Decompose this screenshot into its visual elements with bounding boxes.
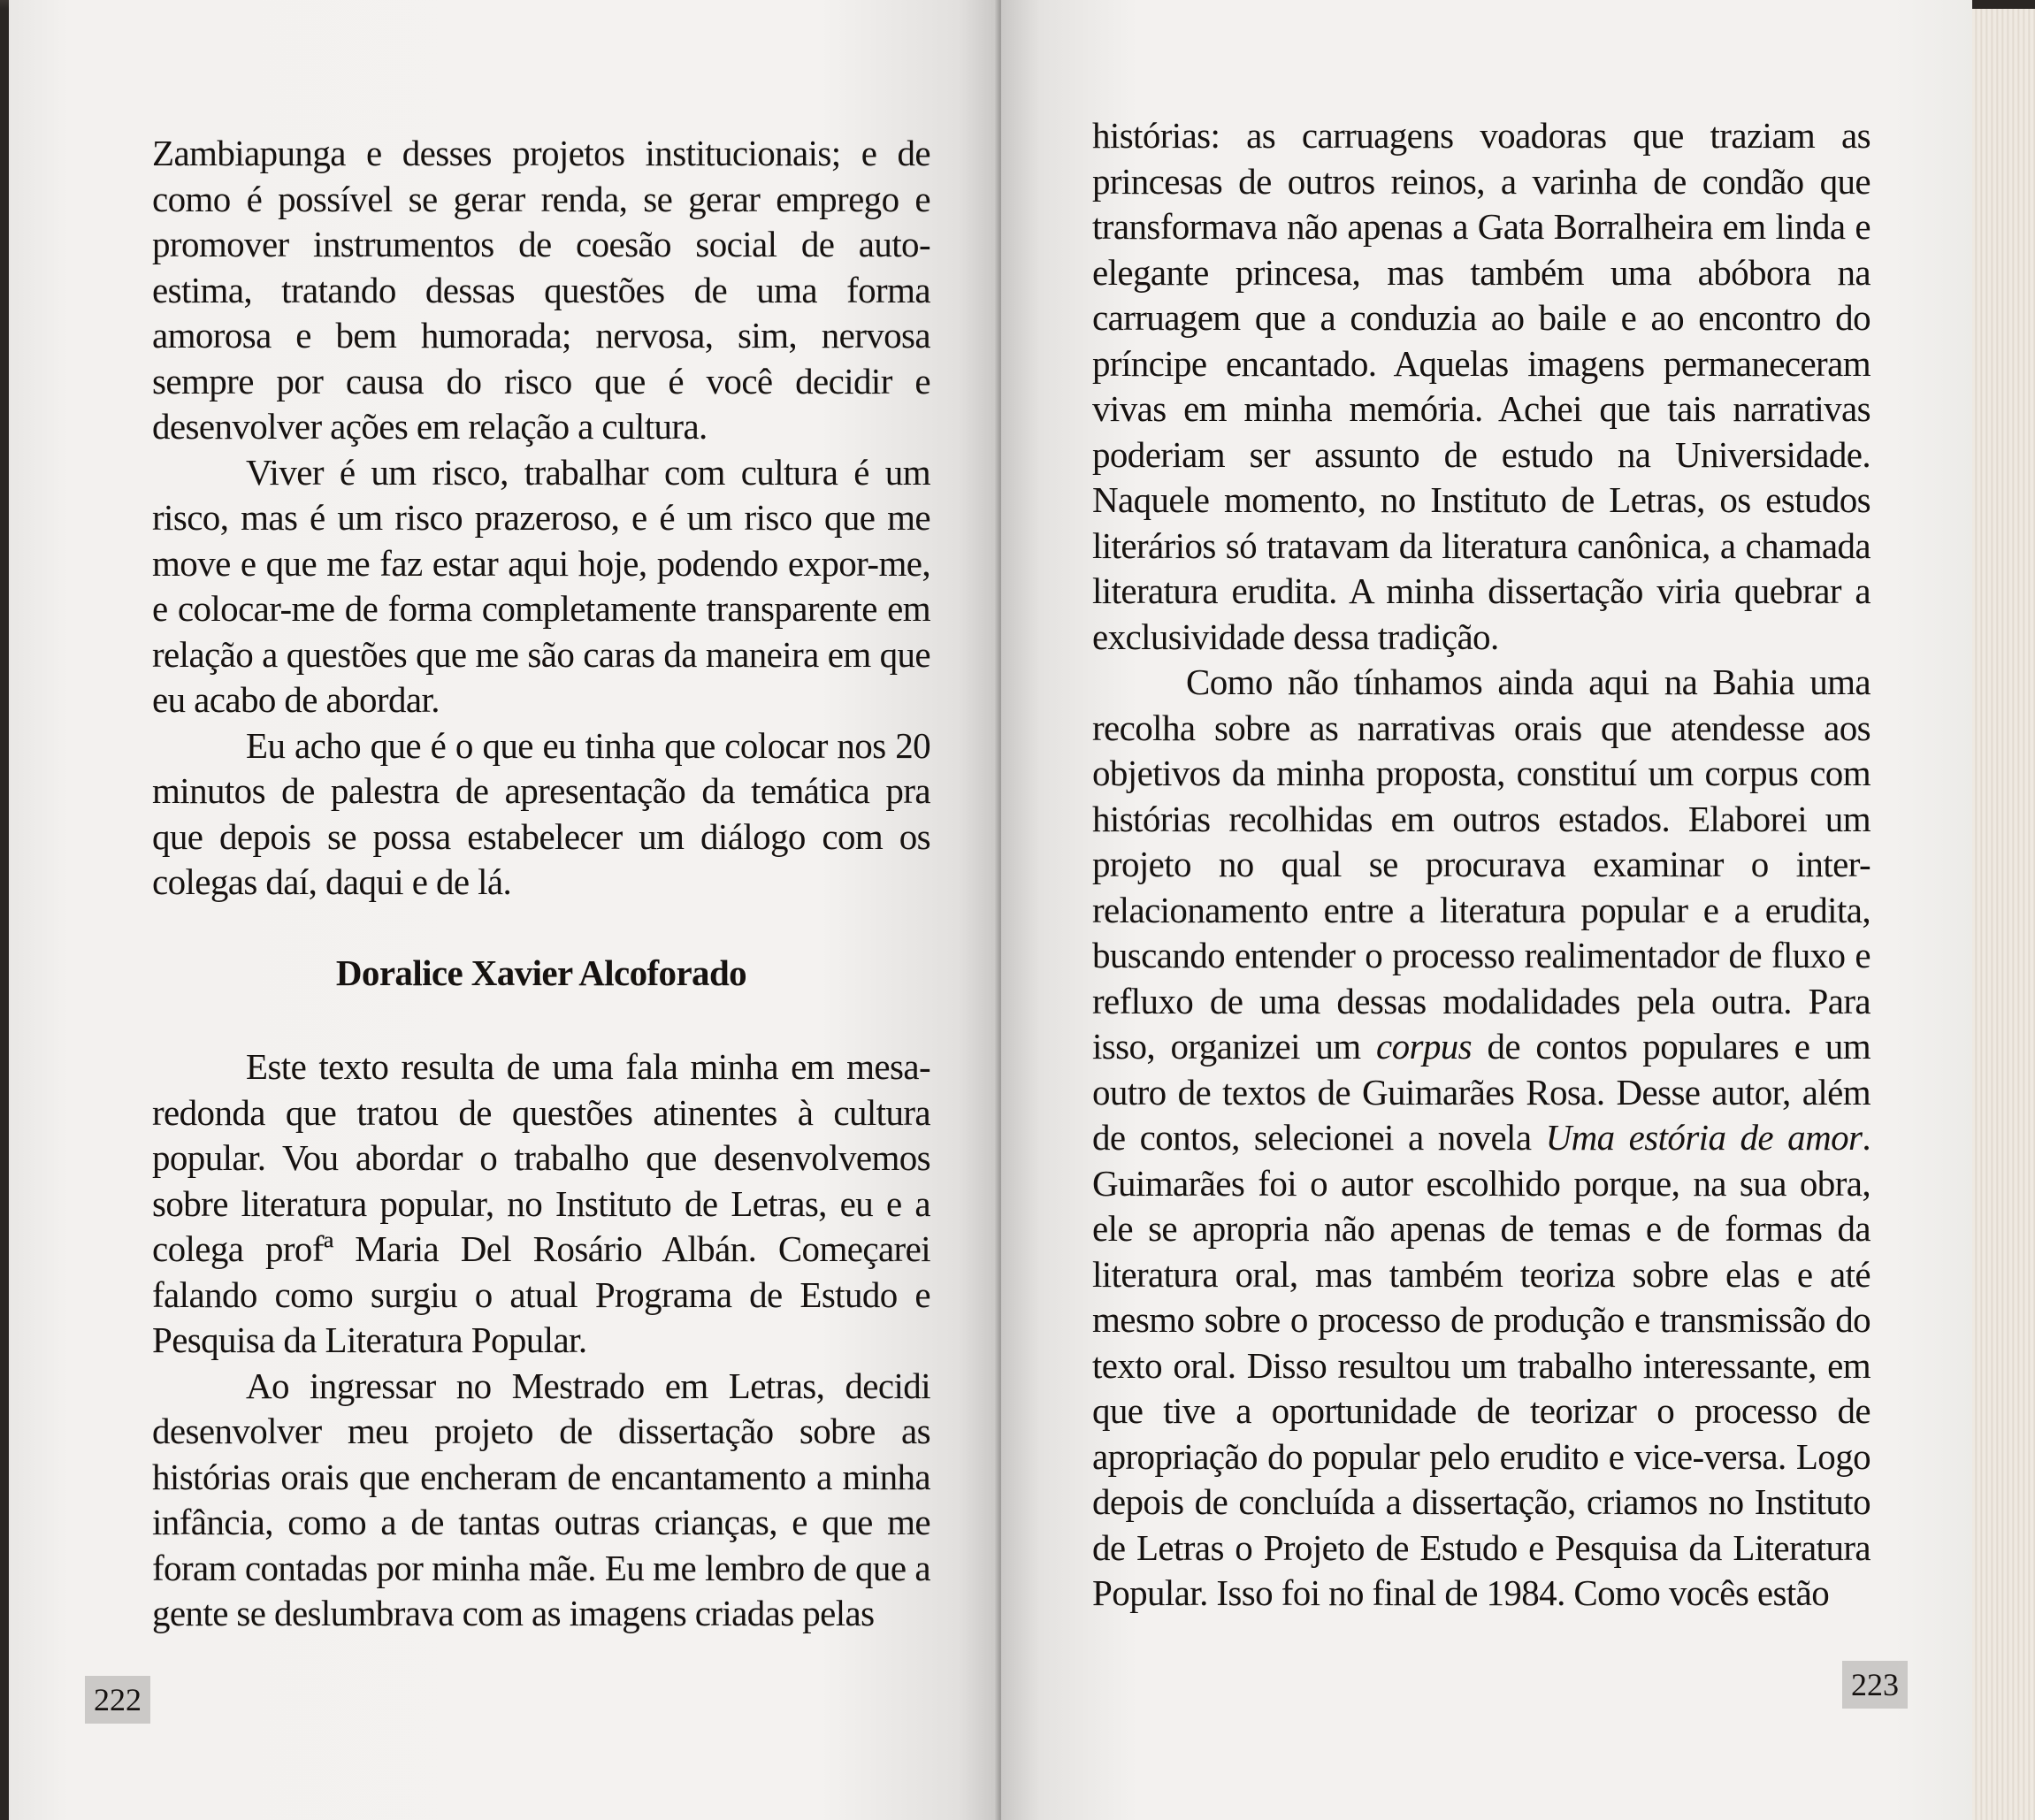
left-page xyxy=(9,0,998,1820)
page-number: 223 xyxy=(1842,1661,1908,1709)
paragraph: Ao ingressar no Mestrado em Letras, decidi desenvolver meu projeto de dissertação sobre as histórias orais que encheram de encantamento a minha infância, como a de tantas outras crianças, e que me foram contadas por minha mãe. Eu me lembro de que a gente se deslumbrava com as imagens criadas pelas xyxy=(152,1365,930,1633)
text-run: de contos populares e um outro de textos de Guimarães Rosa. Desse autor, além de contos, selecionei a novela xyxy=(1092,1026,1871,1158)
section-heading: Doralice Xavier Alcoforado xyxy=(335,952,747,993)
italic-term: corpus xyxy=(1375,1026,1472,1067)
paragraph: histórias: as carruagens voadoras que traziam as princesas de outros reinos, a varinha de condão que transformava não apenas a Gata Borralheira em linda e elegante princesa, mas também uma abóbora na carruagem que a conduzia ao baile e ao encontro do príncipe encantado. Aquelas imagens permaneceram vivas em minha memória. Achei que tais narrativas poderiam ser assunto de estudo na Universidade. Naquele momento, no Instituto de Letras, os estudos literários só tratavam da literatura canônica, a chamada literatura erudita. A minha dissertação viria quebrar a exclusividade dessa tradição. xyxy=(1092,115,1871,657)
italic-book-title: Uma estória de amor xyxy=(1545,1117,1863,1158)
right-page xyxy=(1001,0,1972,1820)
paragraph: Eu acho que é o que eu tinha que colocar nos 20 minutos de palestra de apresentação da temática pra que depois se possa estabelecer um diálogo com os colegas daí, daqui e de lá. xyxy=(152,724,930,902)
paragraph: Zambiapunga e desses projetos institucionais; e de como é possível se gerar renda, se gerar emprego e promover instrumentos de coesão social de auto-estima, tratando dessas questões de uma forma amorosa e bem humorada; nervosa, sim, nervosa sempre por causa do risco que é você decidir e desenvolver ações em relação a cultura. xyxy=(152,133,930,447)
paragraph: Viver é um risco, trabalhar com cultura é um risco, mas é um risco prazeroso, e é um risco que me move e que me faz estar aqui hoje, podendo expor-me, e colocar-me de forma completamente transparente em relação a questões que me são caras da maneira em que eu acabo de abordar. xyxy=(152,451,930,720)
right-page-text xyxy=(1092,113,1871,1617)
paragraph xyxy=(1092,660,1871,1617)
left-page-text xyxy=(152,131,930,1637)
text-run: . Guimarães foi o autor escolhido porque, na sua obra, ele se apropria não apenas de temas e de formas da literatura oral, mas também teoriza sobre elas e até mesmo sobre o processo de produção e transmissão do texto oral. Disso resultou um trabalho interessante, em que tive a oportunidade de teorizar o processo de apropriação do popular pelo erudito e vice-versa. Logo depois de concluída a dissertação, criamos no Instituto de Letras o Projeto de Estudo e Pesquisa da Literatura Popular. Isso foi no final de 1984. Como vocês estão xyxy=(1092,1117,1871,1613)
text-run: Como não tínhamos ainda aqui na Bahia uma recolha sobre as narrativas orais que atendesse aos objetivos da minha proposta, constituí um corpus com histórias recolhidas em outros estados. Elaborei um projeto no qual se procurava examinar o inter-relacionamento entre a literatura popular e a erudita, buscando entender o processo realimentador de fluxo e refluxo de uma dessas modalidades pela outra. Para isso, organizei um xyxy=(1092,661,1871,1067)
paragraph: Este texto resulta de uma fala minha em mesa-redonda que tratou de questões atinentes à cultura popular. Vou abordar o trabalho que desenvolvemos sobre literatura popular, no Instituto de Letras, eu e a colega profª Maria Del Rosário Albán. Começarei falando como surgiu o atual Programa de Estudo e Pesquisa da Literatura Popular. xyxy=(152,1046,930,1360)
page-number: 222 xyxy=(85,1676,150,1724)
page-block-edge xyxy=(1972,9,2035,1820)
